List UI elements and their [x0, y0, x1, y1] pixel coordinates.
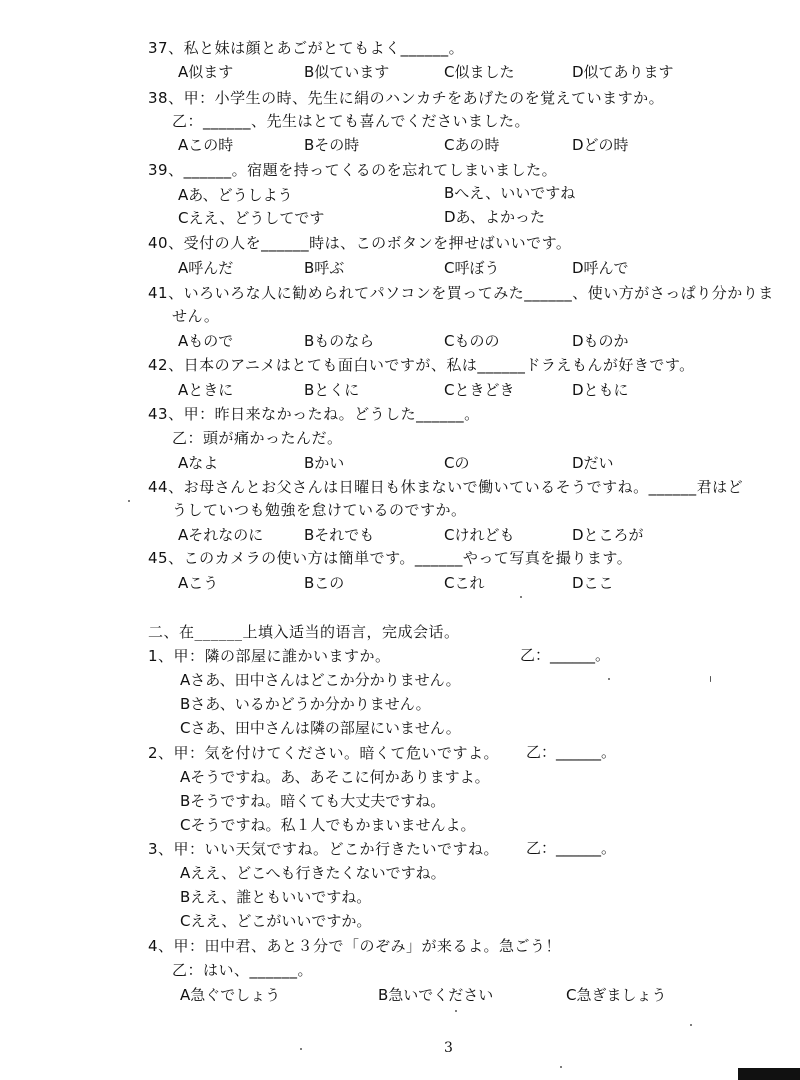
d2-option-a: Aそうですね。あ、あそこに何かありますよ。 [180, 768, 490, 786]
question-43: 43、甲：昨日来なかったね。どうした______。 [148, 405, 480, 423]
question-38: 38、甲：小学生の時、先生に絹のハンカチをあげたのを覚えていますか。 [148, 89, 665, 107]
q37-option-b: B似ています [304, 63, 390, 81]
d3-option-a: Aええ、どこへも行きたくないですね。 [180, 864, 446, 882]
question-39: 39、______。宿題を持ってくるのを忘れてしまいました。 [148, 161, 558, 179]
scan-speck [560, 1066, 562, 1068]
q44-option-a: Aそれなのに [178, 526, 264, 544]
q40-option-b: B呼ぶ [304, 259, 345, 277]
q45-option-b: Bこの [304, 574, 345, 592]
dialogue-3: 3、甲：いい天気ですね。どこか行きたいですね。 [148, 840, 500, 858]
q45-option-d: Dここ [572, 574, 614, 592]
q37-option-a: A似ます [178, 63, 234, 81]
q44-option-c: Cけれども [444, 526, 515, 544]
q40-option-d: D呼んで [572, 259, 629, 277]
q39-option-b: Bへえ、いいですね [444, 184, 576, 202]
scan-speck [455, 1010, 457, 1012]
q41-option-a: Aもので [178, 332, 234, 350]
dialogue-3-reply: 乙：______。 [526, 839, 617, 857]
q38-option-b: Bその時 [304, 136, 360, 154]
scan-speck [300, 1048, 302, 1050]
q41-option-c: Cものの [444, 332, 500, 350]
question-42: 42、日本のアニメはとても面白いですが、私は______ドラえもんが好きです。 [148, 356, 695, 374]
q37-option-c: C似ました [444, 63, 515, 81]
q43-option-a: Aなよ [178, 454, 219, 472]
dialogue-2-reply: 乙：______。 [526, 743, 617, 761]
q43-option-c: Cの [444, 454, 470, 472]
question-37: 37、私と妹は顔とあごがとてもよく______。 [148, 39, 465, 57]
q38-option-c: Cあの時 [444, 136, 500, 154]
scan-speck [710, 676, 711, 682]
q42-option-d: Dともに [572, 381, 629, 399]
q42-option-a: Aときに [178, 381, 234, 399]
d1-option-c: Cさあ、田中さんは隣の部屋にいません。 [180, 719, 461, 737]
q41-option-d: Dものか [572, 332, 629, 350]
d3-option-b: Bええ、誰ともいいですね。 [180, 888, 372, 906]
d4-option-a: A急ぐでしょう [180, 986, 281, 1004]
q45-option-a: Aこう [178, 574, 219, 592]
d2-option-c: Cそうですね。私１人でもかまいませんよ。 [180, 816, 476, 834]
page-number: 3 [444, 1040, 453, 1056]
dialogue-4-reply: 乙：はい、______。 [172, 961, 314, 979]
q38-option-a: Aこの時 [178, 136, 234, 154]
q41-option-b: Bものなら [304, 332, 375, 350]
d1-option-b: Bさあ、いるかどうか分かりません。 [180, 695, 431, 713]
question-40: 40、受付の人を______時は、このボタンを押せばいいです。 [148, 234, 572, 252]
d1-option-a: Aさあ、田中さんはどこか分かりません。 [180, 671, 461, 689]
dialogue-2: 2、甲：気を付けてください。暗くて危いですよ。 [148, 744, 500, 762]
q45-option-c: Cこれ [444, 574, 485, 592]
section-2-heading: 二、在______上填入适当的语言，完成会话。 [148, 623, 460, 641]
dialogue-1-reply: 乙：______。 [520, 646, 611, 664]
q42-option-c: Cときどき [444, 381, 515, 399]
question-44: 44、お母さんとお父さんは日曜日も休まないで働いているそうですね。______君はど [148, 478, 744, 496]
question-38-reply: 乙：______、先生はとても喜んでくださいました。 [172, 112, 531, 130]
q39-option-a: Aあ、どうしよう [178, 186, 293, 204]
scan-speck [608, 678, 610, 680]
scan-speck [520, 596, 522, 598]
dialogue-1: 1、甲：隣の部屋に誰かいますか。 [148, 647, 391, 665]
q37-option-d: D似てあります [572, 63, 674, 81]
q38-option-d: Dどの時 [572, 136, 629, 154]
q44-option-b: Bそれでも [304, 526, 375, 544]
scan-speck [128, 500, 130, 502]
question-41-cont: せん。 [172, 307, 220, 325]
question-44-cont: うしていつも勉強を怠けているのですか。 [172, 501, 467, 519]
question-45: 45、このカメラの使い方は簡単です。______やって写真を撮ります。 [148, 549, 633, 567]
d4-option-c: C急ぎましょう [566, 986, 667, 1004]
q39-option-d: Dあ、よかった [444, 208, 545, 226]
q44-option-d: Dところが [572, 526, 644, 544]
question-43-reply: 乙：頭が痛かったんだ。 [172, 429, 343, 447]
d2-option-b: Bそうですね。暗くても大丈夫ですね。 [180, 792, 446, 810]
q40-option-a: A呼んだ [178, 259, 234, 277]
scan-speck [690, 1024, 692, 1026]
q40-option-c: C呼ぼう [444, 259, 500, 277]
q43-option-b: Bかい [304, 454, 345, 472]
scan-edge-mark [738, 1068, 800, 1080]
d3-option-c: Cええ、どこがいいですか。 [180, 912, 372, 930]
d4-option-b: B急いでください [378, 986, 494, 1004]
q39-option-c: Cええ、どうしてです [178, 209, 325, 227]
dialogue-4: 4、甲：田中君、あと３分で「のぞみ」が来るよ。急ごう！ [148, 937, 562, 955]
q43-option-d: Dだい [572, 454, 614, 472]
question-41: 41、いろいろな人に勧められてパソコンを買ってみた______、使い方がさっぱり分かりま [148, 284, 774, 302]
q42-option-b: Bとくに [304, 381, 360, 399]
